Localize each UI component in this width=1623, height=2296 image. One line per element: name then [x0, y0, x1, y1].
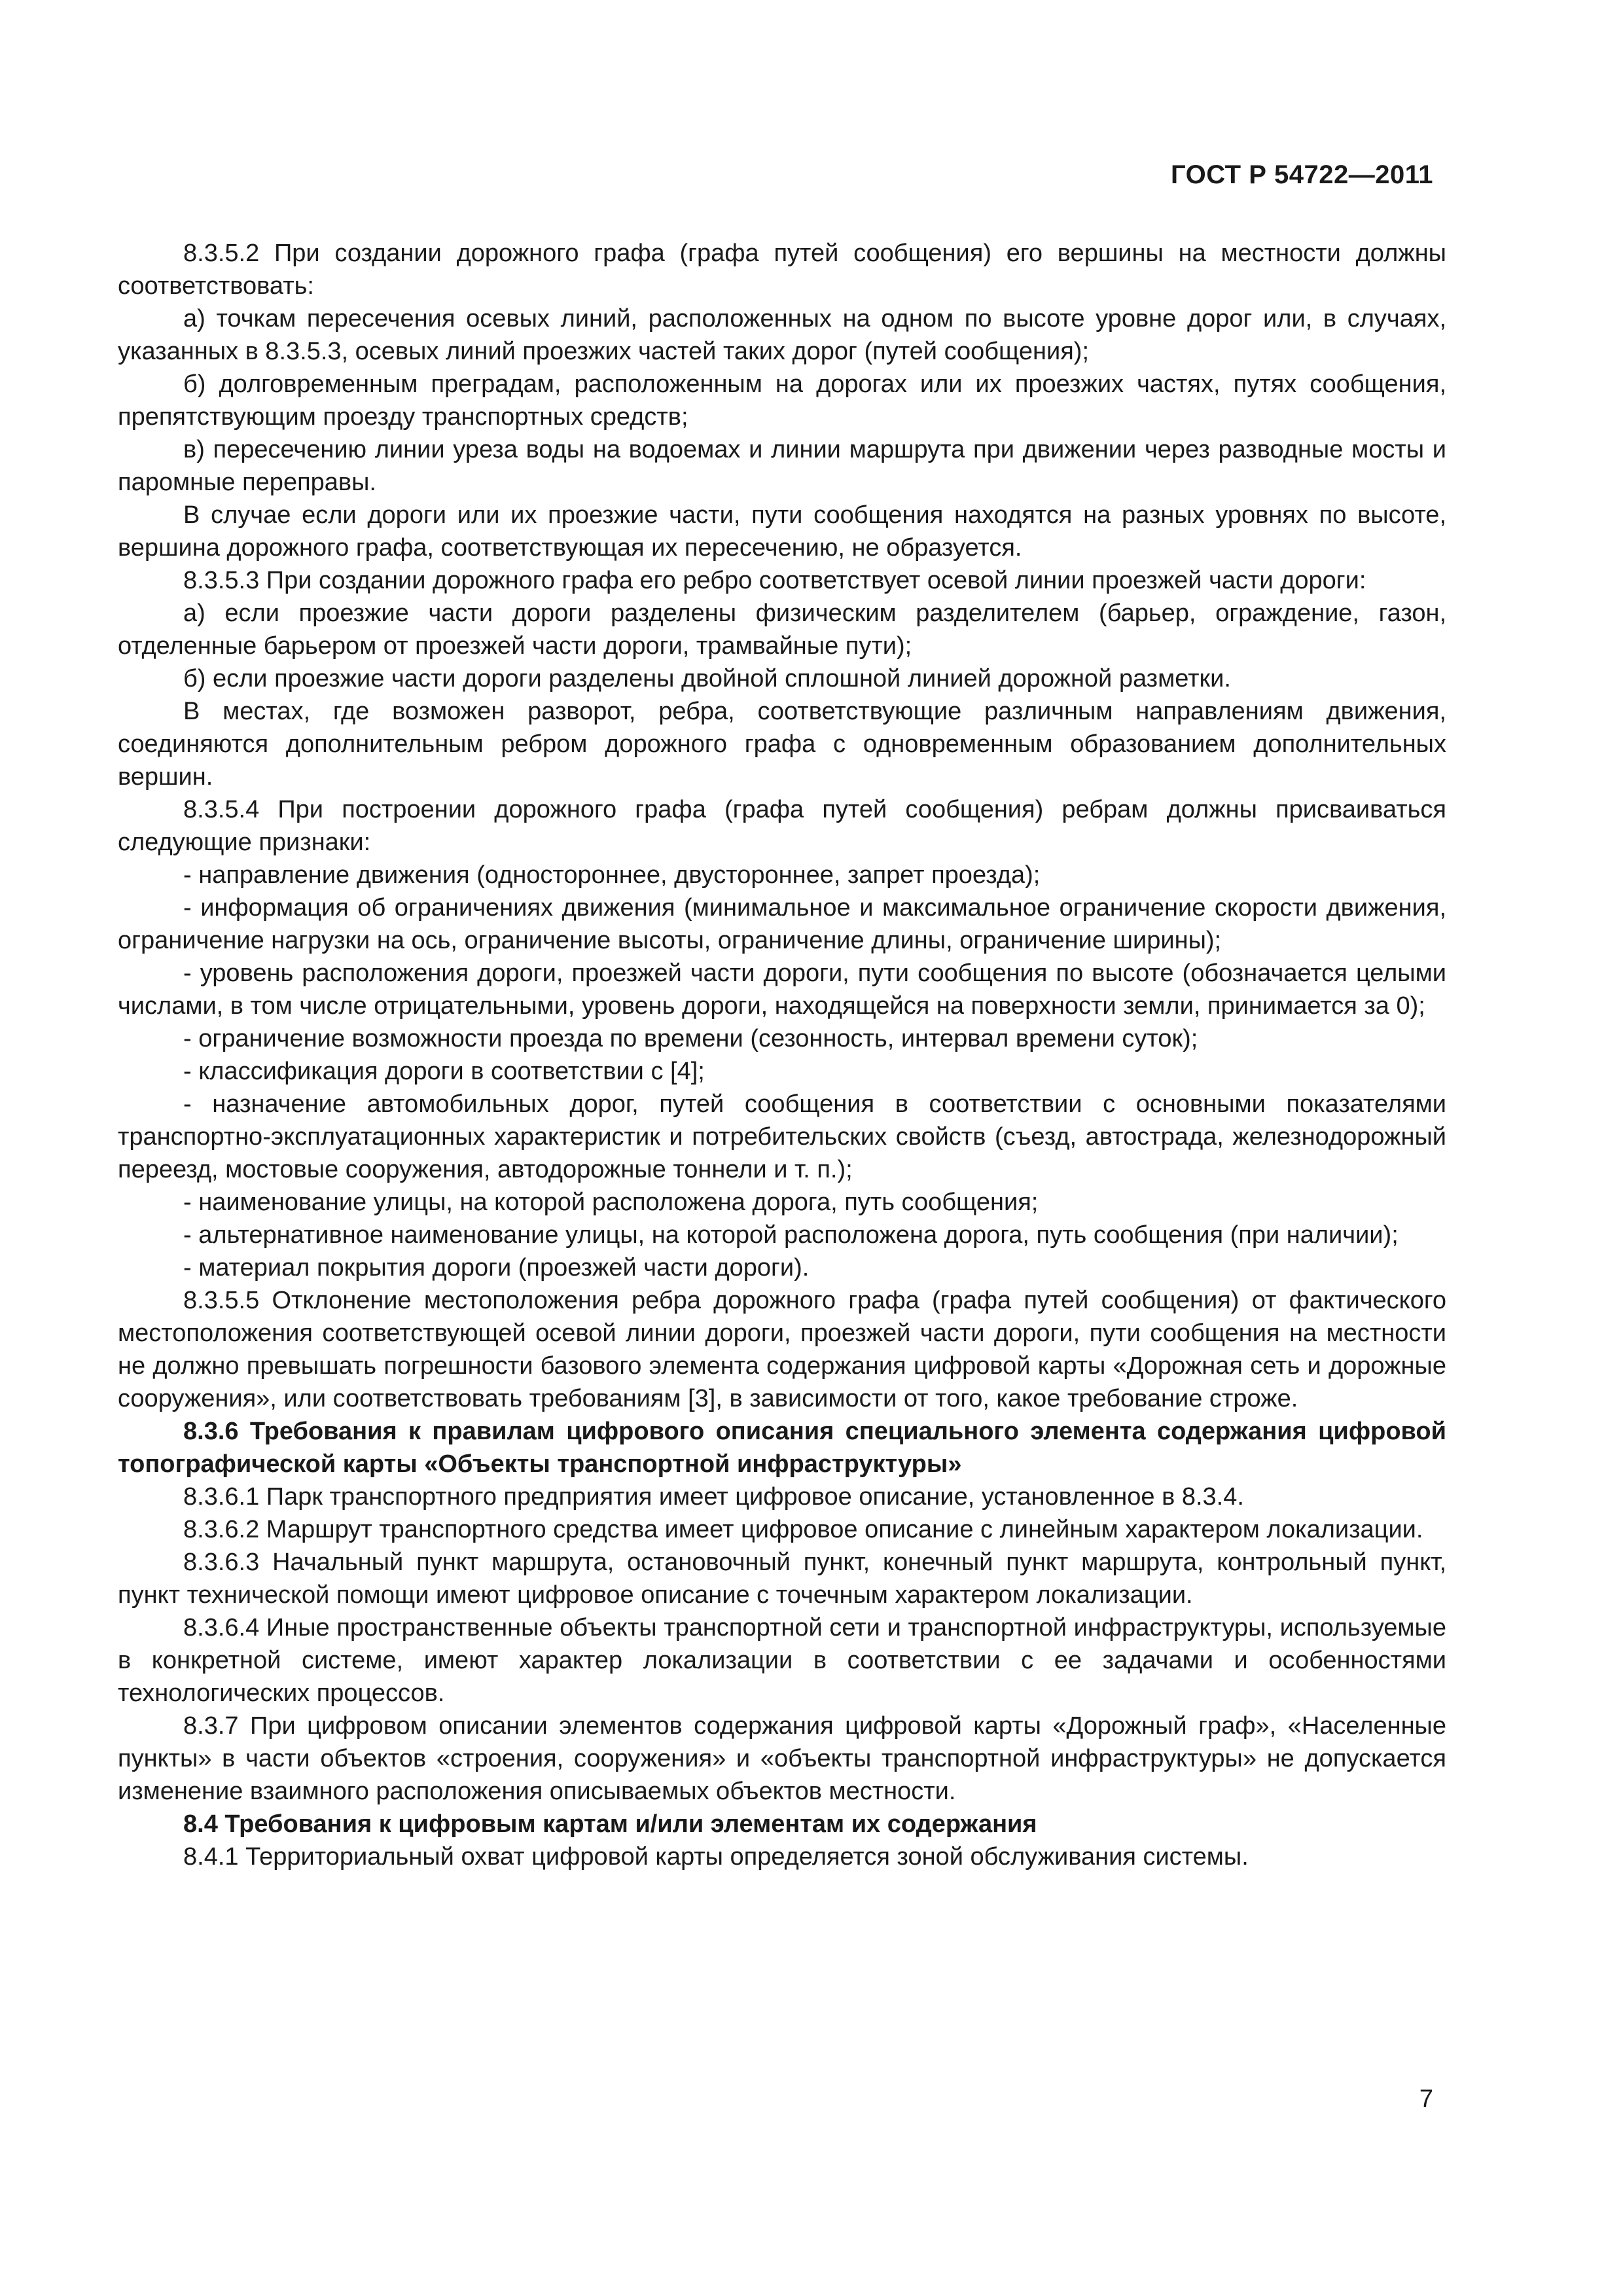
list-item: - назначение автомобильных дорог, путей сообщения в соответствии с основными показателями транспортно-эксплуатационных характеристик и потребительских свойств (съезд, автострада, железнодорожный переезд, мостовые сооружения, автодорожные тоннели и т. п.); [118, 1090, 1446, 1183]
paragraph: 8.4.1 Территориальный охват цифровой карты определяется зоной обслуживания системы. [183, 1843, 1249, 1871]
paragraph: 8.3.5.5 Отклонение местоположения ребра дорожного графа (графа путей сообщения) от фактического местоположения соответствующей осевой линии дороги, проезжей части дороги, пути сообщения на местности не должно превышать погрешности базового элемента содержания цифровой карты «Дорожная сеть и дорожные сооружения», или соответствовать требованиям [3], в зависимости от того, какое требование строже. [118, 1287, 1446, 1412]
list-item: - альтернативное наименование улицы, на которой расположена дорога, путь сообщения (при наличии); [183, 1221, 1399, 1249]
section-heading: 8.4 Требования к цифровым картам и/или элементам их содержания [183, 1810, 1037, 1838]
paragraph: 8.3.5.4 При построении дорожного графа (графа путей сообщения) ребрам должны присваиваться следующие признаки: [118, 796, 1446, 856]
page-body [118, 237, 1446, 1873]
list-item: - направление движения (одностороннее, двустороннее, запрет проезда); [183, 861, 1041, 889]
paragraph: В местах, где возможен разворот, ребра, соответствующие различным направлениям движения, соединяются дополнительным ребром дорожного графа с одновременным образованием дополнительных вершин. [118, 698, 1446, 791]
paragraph: а) точкам пересечения осевых линий, расположенных на одном по высоте уровне дорог или, в случаях, указанных в 8.3.5.3, осевых линий проезжих частей таких дорог (путей сообщения); [118, 305, 1446, 365]
paragraph: 8.3.6.2 Маршрут транспортного средства имеет цифровое описание с линейным характером локализации. [183, 1516, 1423, 1543]
list-item: - классификация дороги в соответствии с [4]; [183, 1058, 705, 1085]
paragraph: а) если проезжие части дороги разделены физическим разделителем (барьер, ограждение, газон, отделенные барьером от проезжей части дороги, трамвайные пути); [118, 600, 1446, 660]
page-number: 7 [1419, 2085, 1433, 2113]
paragraph: 8.3.5.3 При создании дорожного графа его ребро соответствует осевой линии проезжей части дороги: [183, 567, 1366, 594]
paragraph: б) если проезжие части дороги разделены двойной сплошной линией дорожной разметки. [183, 665, 1231, 692]
paragraph: В случае если дороги или их проезжие части, пути сообщения находятся на разных уровнях по высоте, вершина дорожного графа, соответствующая их пересечению, не образуется. [118, 501, 1446, 562]
paragraph: в) пересечению линии уреза воды на водоемах и линии маршрута при движении через разводные мосты и паромные переправы. [118, 436, 1446, 496]
standard-code-header: ГОСТ Р 54722—2011 [1171, 160, 1433, 189]
paragraph: 8.3.6.4 Иные пространственные объекты транспортной сети и транспортной инфраструктуры, используемые в конкретной системе, имеют характер локализации в соответствии с ее задачами и особенностями технологических процессов. [118, 1614, 1446, 1707]
list-item: - материал покрытия дороги (проезжей части дороги). [183, 1254, 810, 1282]
paragraph: 8.3.6.1 Парк транспортного предприятия имеет цифровое описание, установленное в 8.3.4. [183, 1483, 1244, 1511]
paragraph: 8.3.6.3 Начальный пункт маршрута, остановочный пункт, конечный пункт маршрута, контрольный пункт, пункт технической помощи имеют цифровое описание с точечным характером локализации. [118, 1549, 1446, 1609]
paragraph: 8.3.7 При цифровом описании элементов содержания цифровой карты «Дорожный граф», «Населенные пункты» в части объектов «строения, сооружения» и «объекты транспортной инфраструктуры» не допускается изменение взаимного расположения описываемых объектов местности. [118, 1712, 1446, 1805]
list-item: - наименование улицы, на которой расположена дорога, путь сообщения; [183, 1189, 1039, 1216]
paragraph: б) долговременным преградам, расположенным на дорогах или их проезжих частях, путях сообщения, препятствующим проезду транспортных средств; [118, 370, 1446, 431]
paragraph: 8.3.5.2 При создании дорожного графа (графа путей сообщения) его вершины на местности должны соответствовать: [118, 240, 1446, 300]
list-item: - уровень расположения дороги, проезжей части дороги, пути сообщения по высоте (обозначается целыми числами, в том числе отрицательными, уровень дороги, находящейся на поверхности земли, принимается за 0); [118, 960, 1446, 1020]
list-item: - информация об ограничениях движения (минимальное и максимальное ограничение скорости движения, ограничение нагрузки на ось, ограничение высоты, ограничение длины, ограничение ширины); [118, 894, 1446, 954]
section-heading: 8.3.6 Требования к правилам цифрового описания специального элемента содержания цифровой топографической карты «Объекты транспортной инфраструктуры» [118, 1418, 1446, 1478]
list-item: - ограничение возможности проезда по времени (сезонность, интервал времени суток); [183, 1025, 1198, 1052]
